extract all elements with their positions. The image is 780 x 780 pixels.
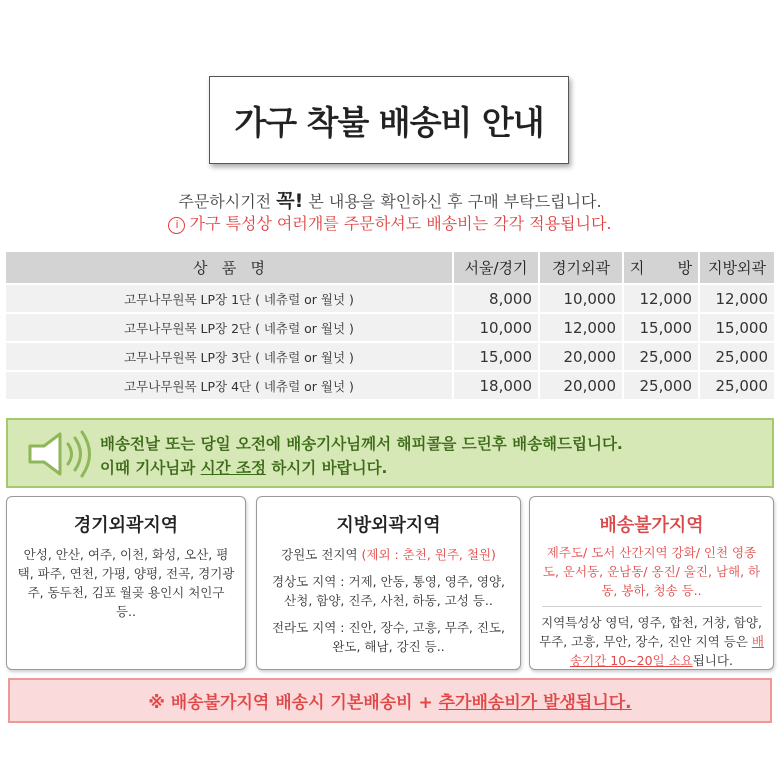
unavailable-zone-box [529,496,774,670]
product-name: 고무나무원목 LP장 1단 ( 네츄럴 or 월넛 ) [6,285,452,312]
header-seoul-gyeonggi: 서울/경기 [452,252,538,283]
happy-call-callout [6,418,774,488]
gangwon-label: 강원도 전지역 [281,547,362,562]
extra-fee-text: ※ 배송불가지역 배송시 기본배송비 + [148,693,439,713]
price-outer: 12,000 [538,314,622,341]
callout-underline: 시간 조정 [200,459,266,477]
shipping-price-table [6,250,774,401]
info-icon: i [168,217,185,234]
gyeongsang-areas: 경상도 지역 : 거제, 안동, 통영, 영주, 영양, 산청, 함양, 진주, 사천, 하동, 고성 등.. [271,574,506,608]
table-row [6,285,774,312]
jeolla-areas: 전라도 지역 : 진안, 장수, 고흥, 무주, 진도, 완도, 해남, 강진 등.. [271,620,506,654]
zone-areas: 안성, 안산, 여주, 이천, 화성, 오산, 평택, 파주, 연천, 가평, 양평, 전곡, 경기광주, 동두천, 김포 월곶 용인시 처인구 등.. [17,547,235,619]
gangwon-areas [257,545,520,564]
price-local: 15,000 [622,314,698,341]
price-local: 25,000 [622,372,698,399]
page-title: 가구 착불 배송비 안내 [234,102,544,142]
header-gyeonggi-outer: 경기외곽 [538,252,622,283]
header-product-name: 상 품 명 [6,252,452,283]
callout-text: 이때 기사님과 [100,459,201,477]
zone-title: 지방외곽지역 [336,515,441,536]
gangwon-exclusion: (제외 : 춘천, 원주, 철원) [361,547,496,562]
header-local: 지 방 [622,252,698,283]
price-local-outer: 15,000 [698,314,774,341]
shipping-warning [0,211,780,234]
zone-title: 경기외곽지역 [73,515,179,536]
gyeonggi-outer-zone-box [6,496,246,670]
price-local-outer: 25,000 [698,372,774,399]
price-local-outer: 12,000 [698,285,774,312]
price-seoul: 15,000 [452,343,538,370]
price-outer: 20,000 [538,372,622,399]
warning-text: 가구 특성상 여러개를 주문하셔도 배송비는 각각 적용됩니다. [189,214,612,233]
delivery-delay-note [530,613,773,670]
extra-fee-notice [8,678,772,723]
notice-emphasis: 꼭! [276,190,304,212]
price-local: 25,000 [622,343,698,370]
price-outer: 20,000 [538,343,622,370]
table-row [6,372,774,399]
delay-note-end: 됩니다. [692,653,733,668]
price-local-outer: 25,000 [698,343,774,370]
product-name: 고무나무원목 LP장 2단 ( 네츄럴 or 월넛 ) [6,314,452,341]
unavailable-areas: 제주도/ 도서 산간지역 강화/ 인천 영종도, 운서동, 운남동/ 옹진/ 울진, 남해, 하동, 봉하, 청송 등.. [542,545,761,598]
notice-text: 주문하시기전 [178,192,277,211]
table-header-row [6,252,774,283]
delay-note-text: 지역특성상 영덕, 영주, 합천, 거창, 함양, 무주, 고흥, 무안, 장수, 진안 지역 등은 [539,615,762,649]
table-row [6,343,774,370]
table-row [6,314,774,341]
notice-text-end: 본 내용을 확인하신 후 구매 부탁드립니다. [303,192,602,211]
product-name: 고무나무원목 LP장 4단 ( 네츄럴 or 월넛 ) [6,372,452,399]
local-outer-zone-box [256,496,521,670]
price-seoul: 8,000 [452,285,538,312]
order-notice [0,186,780,213]
callout-line-2 [100,456,387,478]
callout-text-end: 하시기 바랍니다. [265,459,388,477]
header-local-outer: 지방외곽 [698,252,774,283]
zone-title: 배송불가지역 [599,515,704,536]
delay-period: 배송기간 10~20일 소요 [570,634,764,668]
title-box [209,76,569,164]
price-outer: 10,000 [538,285,622,312]
speaker-icon [26,429,96,479]
price-local: 12,000 [622,285,698,312]
price-seoul: 18,000 [452,372,538,399]
extra-fee-underline: 추가배송비가 발생됩니다. [438,693,632,713]
divider [542,606,762,607]
price-seoul: 10,000 [452,314,538,341]
product-name: 고무나무원목 LP장 3단 ( 네츄럴 or 월넛 ) [6,343,452,370]
callout-line-1: 배송전날 또는 당일 오전에 배송기사님께서 해피콜을 드린후 배송해드립니다. [100,435,623,453]
